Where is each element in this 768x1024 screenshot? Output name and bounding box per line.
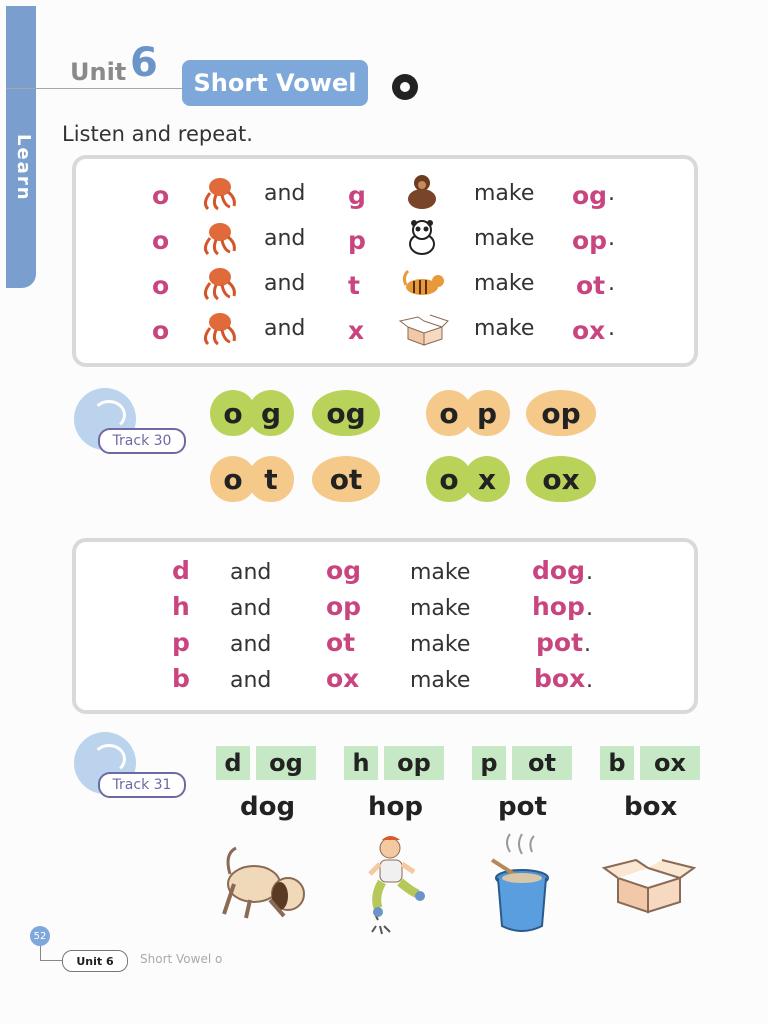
period: . xyxy=(586,596,593,621)
vowel-letter: o xyxy=(152,181,170,210)
result-word: hop xyxy=(532,592,585,621)
onset-chip: h xyxy=(344,746,378,780)
and-word: and xyxy=(230,560,272,585)
onset-letter: p xyxy=(172,628,190,657)
unit-number: 6 xyxy=(130,40,158,86)
consonant-letter: x xyxy=(348,316,365,345)
consonant-letter: g xyxy=(348,181,366,210)
heart-right: g xyxy=(248,390,294,436)
rime-chip: ox xyxy=(640,746,700,780)
and-word: and xyxy=(230,632,272,657)
phonics-box-1 xyxy=(72,155,698,367)
make-word: make xyxy=(474,271,535,296)
period: . xyxy=(586,668,593,693)
gorilla-icon xyxy=(402,173,442,211)
make-word: make xyxy=(410,560,471,585)
word-box: box xyxy=(624,792,678,822)
make-word: make xyxy=(410,596,471,621)
period: . xyxy=(586,560,593,585)
rime: ot xyxy=(326,628,356,657)
heart-right: t xyxy=(248,456,294,502)
vowel-letter: o xyxy=(152,316,170,345)
track-label: Track 30 xyxy=(98,428,186,454)
and-word: and xyxy=(264,271,306,296)
period: . xyxy=(608,226,615,251)
and-word: and xyxy=(230,668,272,693)
learn-tab-label: Learn xyxy=(13,134,34,202)
octopus-icon xyxy=(198,175,238,213)
result-rime: ot xyxy=(576,271,606,300)
pot-icon xyxy=(486,830,556,940)
heart-split-og xyxy=(210,390,294,436)
make-word: make xyxy=(474,181,535,206)
rime-chip: ot xyxy=(512,746,572,780)
track-31-button[interactable] xyxy=(68,732,188,802)
result-word: dog xyxy=(532,556,585,585)
footer-connector xyxy=(40,960,64,961)
result-rime: op xyxy=(572,226,608,255)
word-hop: hop xyxy=(368,792,423,822)
vowel-letter: o xyxy=(152,271,170,300)
period: . xyxy=(608,181,615,206)
track-label: Track 31 xyxy=(98,772,186,798)
and-word: and xyxy=(230,596,272,621)
onset-chip: b xyxy=(600,746,634,780)
rime: ox xyxy=(326,664,360,693)
tiger-icon xyxy=(400,263,446,301)
result-word: box xyxy=(534,664,586,693)
octopus-icon xyxy=(198,220,238,258)
heart-whole-op: op xyxy=(526,390,596,436)
result-word: pot xyxy=(536,628,584,657)
rime-chip: op xyxy=(384,746,444,780)
heart-split-op xyxy=(426,390,510,436)
make-word: make xyxy=(410,668,471,693)
phonics-box-2 xyxy=(72,538,698,714)
heart-left: o xyxy=(426,456,472,502)
o-letter-icon xyxy=(392,74,418,100)
heart-right: p xyxy=(464,390,510,436)
heart-right: x xyxy=(464,456,510,502)
period: . xyxy=(608,271,615,296)
dog-icon xyxy=(220,844,310,924)
heart-split-ot xyxy=(210,456,294,502)
make-word: make xyxy=(474,226,535,251)
period: . xyxy=(608,316,615,341)
word-dog: dog xyxy=(240,792,296,822)
unit-label: Unit xyxy=(70,58,127,86)
track-30-button[interactable] xyxy=(68,388,188,458)
onset-letter: b xyxy=(172,664,190,693)
panda-icon xyxy=(402,218,442,256)
heart-whole-og: og xyxy=(312,390,380,436)
onset-chip: d xyxy=(216,746,250,780)
make-word: make xyxy=(474,316,535,341)
rime: op xyxy=(326,592,362,621)
heart-left: o xyxy=(426,390,472,436)
word-pot: pot xyxy=(498,792,547,822)
consonant-letter: p xyxy=(348,226,366,255)
result-rime: ox xyxy=(572,316,606,345)
octopus-icon xyxy=(198,265,238,303)
hopping-boy-icon xyxy=(360,834,430,944)
rime: og xyxy=(326,556,362,585)
onset-letter: h xyxy=(172,592,190,621)
footer-connector xyxy=(40,946,41,960)
result-rime: og xyxy=(572,181,608,210)
page-number: 52 xyxy=(30,926,50,946)
page-title: Short Vowel xyxy=(182,60,368,106)
box-icon xyxy=(600,856,698,916)
make-word: make xyxy=(410,632,471,657)
heart-split-ox xyxy=(426,456,510,502)
heart-left: o xyxy=(210,390,256,436)
heart-left: o xyxy=(210,456,256,502)
and-word: and xyxy=(264,226,306,251)
period: . xyxy=(584,632,591,657)
rime-chip: og xyxy=(256,746,316,780)
octopus-icon xyxy=(198,310,238,348)
header-divider xyxy=(6,88,184,89)
and-word: and xyxy=(264,181,306,206)
vowel-letter: o xyxy=(152,226,170,255)
footer-title: Short Vowel o xyxy=(140,952,223,966)
heart-whole-ot: ot xyxy=(312,456,380,502)
consonant-letter: t xyxy=(348,271,360,300)
instruction-text: Listen and repeat. xyxy=(62,122,253,146)
onset-letter: d xyxy=(172,556,190,585)
learn-side-tab xyxy=(6,6,36,288)
box-icon xyxy=(398,311,450,349)
and-word: and xyxy=(264,316,306,341)
heart-whole-ox: ox xyxy=(526,456,596,502)
onset-chip: p xyxy=(472,746,506,780)
footer-unit-label: Unit 6 xyxy=(62,950,128,972)
